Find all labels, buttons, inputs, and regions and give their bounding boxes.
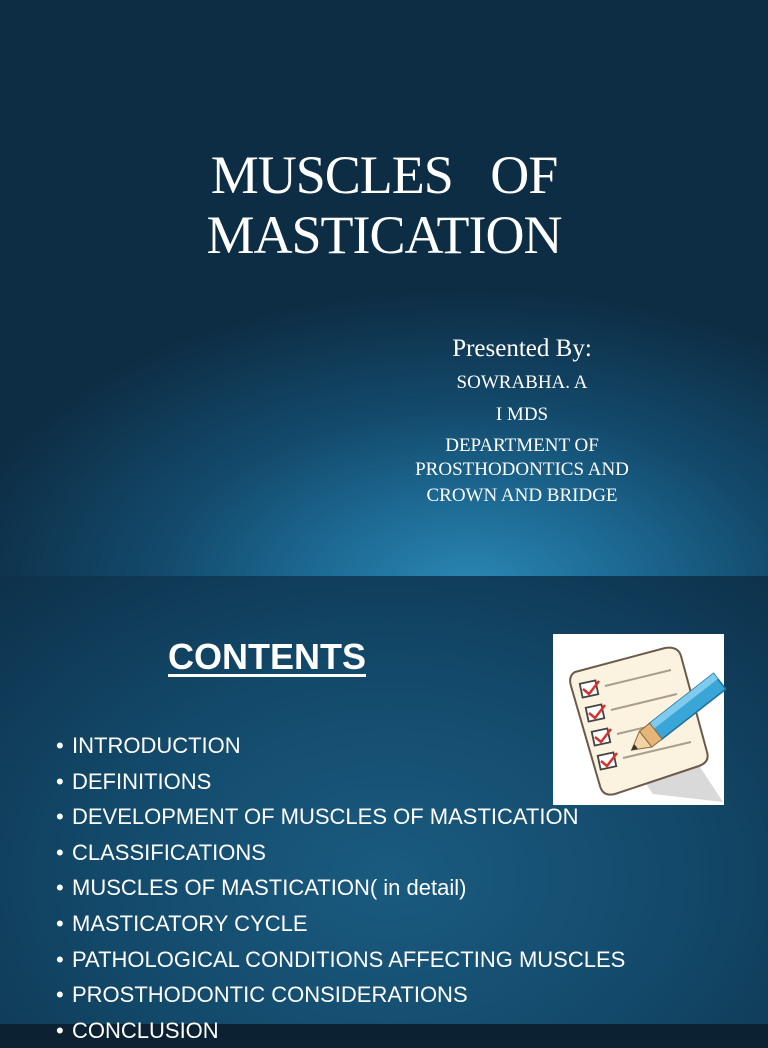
department-line2: PROSTHODONTICS AND [415,459,629,480]
list-item: • DEVELOPMENT OF MUSCLES OF MASTICATION [56,804,579,830]
list-item: • DEFINITIONS [56,768,212,794]
list-item: • MUSCLES OF MASTICATION( in detail) [56,875,467,901]
presenter-course: I MDS [495,404,549,425]
list-item: • PROSTHODONTIC CONSIDERATIONS [56,982,468,1008]
list-item: • INTRODUCTION [56,733,241,758]
list-item: • CLASSIFICATIONS [56,839,266,865]
department-line1: DEPARTMENT OF [445,435,599,456]
contents-list [56,728,625,1048]
list-item: • MASTICATORY CYCLE [56,910,308,936]
slide-title-line1: MUSCLES OF [210,145,558,205]
presenter-name: SOWRABHA. A [456,372,588,393]
department-line3: CROWN AND BRIDGE [426,485,618,506]
contents-heading: CONTENTS [168,636,366,677]
list-item: • CONCLUSION [56,1017,219,1043]
list-item: • PATHOLOGICAL CONDITIONS AFFECTING MUSCLES [56,946,626,972]
presented-by-label: Presented By: [452,335,592,362]
slide-title-line2: MASTICATION [206,205,562,265]
contents-slide [0,576,768,1043]
